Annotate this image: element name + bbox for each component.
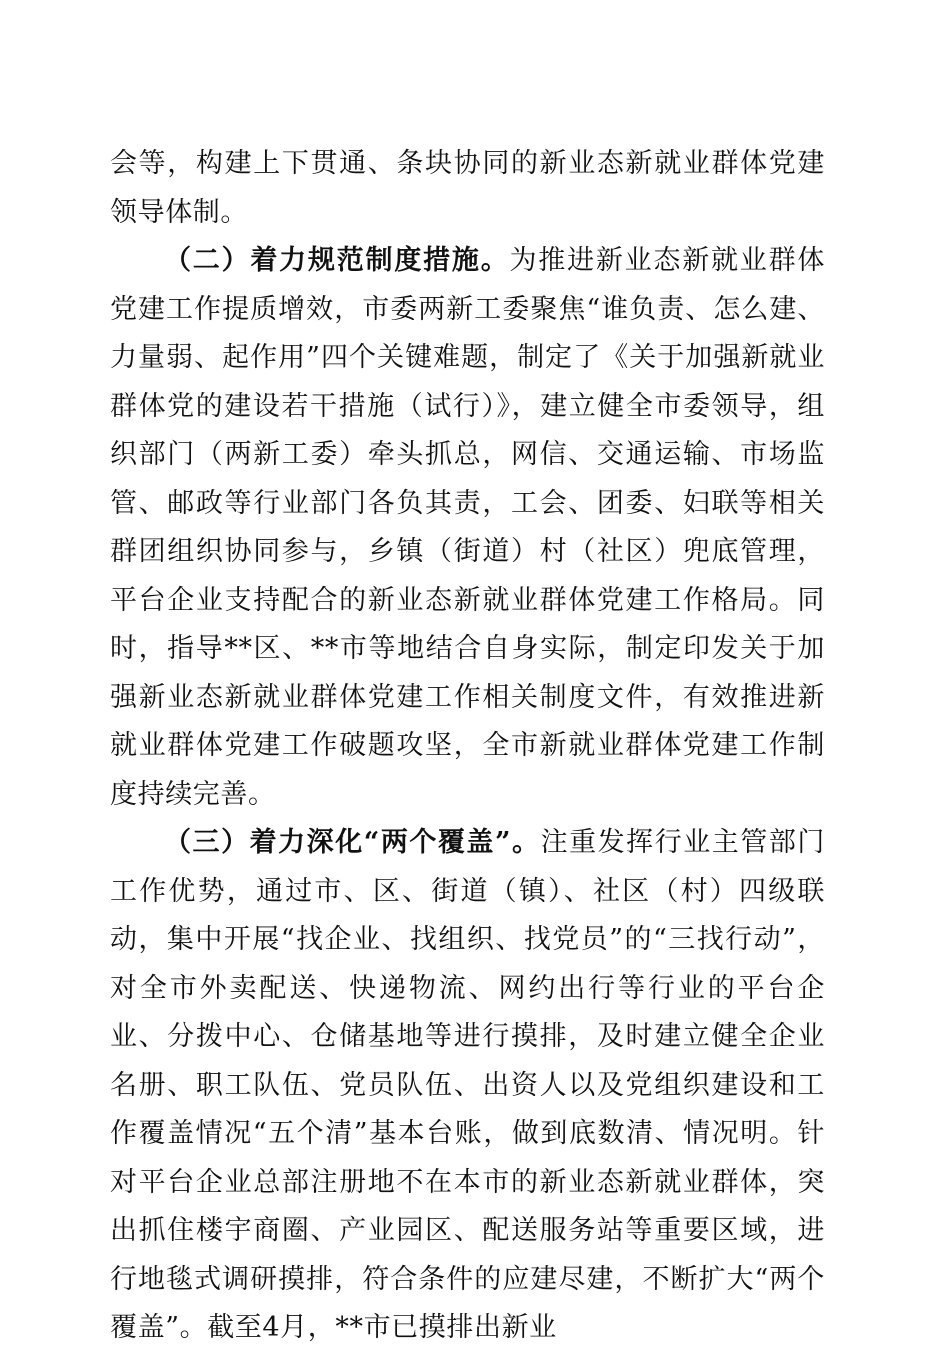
paragraph-continuation	[110, 140, 825, 237]
document-page	[110, 140, 825, 1353]
paragraph-section-3	[110, 819, 825, 1353]
paragraph-section-2	[110, 237, 825, 819]
paragraph-body: 注重发挥行业主管部门工作优势，通过市、区、街道（镇）、社区（村）四级联动，集中开展“找企业、找组织、找党员”的“三找行动”，对全市外卖配送、快递物流、网约出行等行业的平台企业、分拨中心、仓储基地等进行摸排，及时建立健全企业名册、职工队伍、党员队伍、出资人以及党组织建设和工作覆盖情况“五个清”基本台账，做到底数清、情况明。针对平台企业总部注册地不在本市的新业态新就业群体，突出抓住楼宇商圈、产业园区、配送服务站等重要区域，进行地毯式调研摸排，符合条件的应建尽建，不断扩大“两个覆盖”。截至4月，**市已摸排出新业	[110, 827, 826, 1343]
paragraph-body: 为推进新业态新就业群体党建工作提质增效，市委两新工委聚焦“谁负责、怎么建、力量弱、起作用”四个关键难题，制定了《关于加强新就业群体党的建设若干措施（试行）》，建立健全市委领导，组织部门（两新工委）牵头抓总，网信、交通运输、市场监管、邮政等行业部门各负其责，工会、团委、妇联等相关群团组织协同参与，乡镇（街道）村（社区）兜底管理，平台企业支持配合的新业态新就业群体党建工作格局。同时，指导**区、**市等地结合自身实际，制定印发关于加强新业态新就业群体党建工作相关制度文件，有效推进新就业群体党建工作破题攻坚，全市新就业群体党建工作制度持续完善。	[110, 245, 825, 810]
section-heading: （二）着力规范制度措施。	[164, 245, 510, 276]
section-heading: （三）着力深化“两个覆盖”。	[164, 827, 541, 858]
paragraph-body: 会等，构建上下贯通、条块协同的新业态新就业群体党建领导体制。	[110, 148, 825, 228]
